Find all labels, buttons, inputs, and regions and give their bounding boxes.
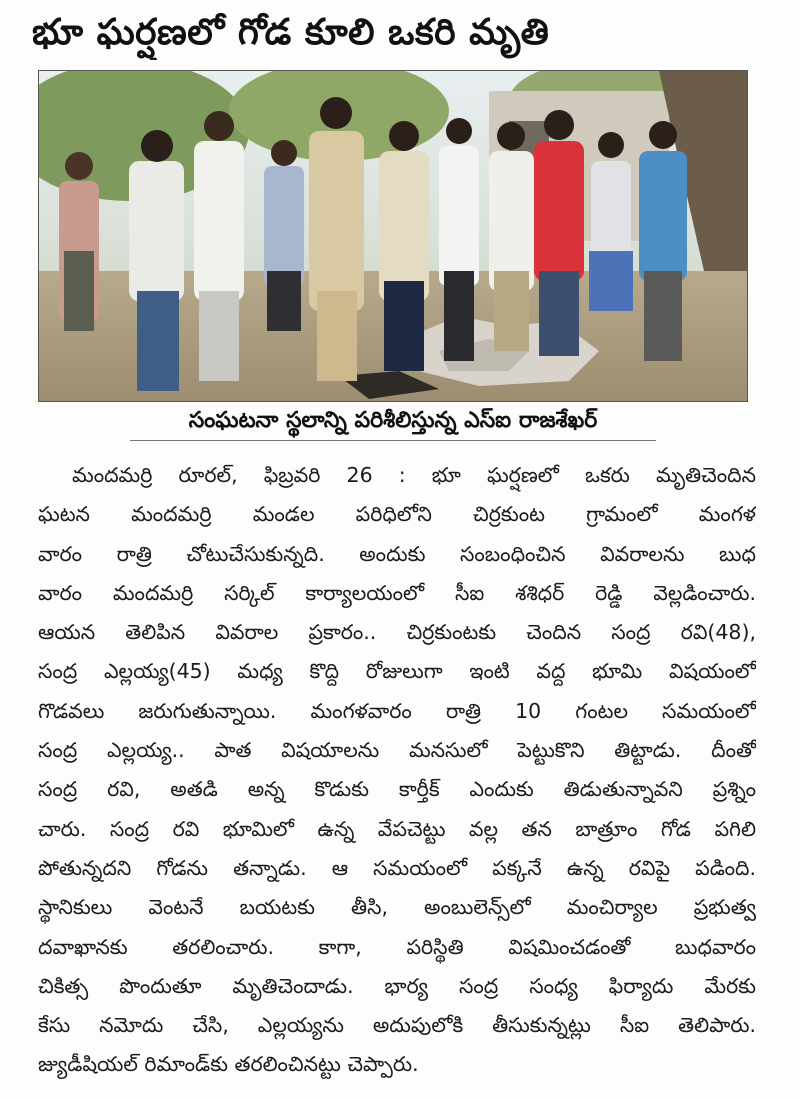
caption-divider bbox=[130, 440, 656, 441]
photo-scene bbox=[39, 71, 747, 401]
article-body bbox=[38, 456, 756, 1085]
article-line: ఘటన మందమర్రి మండల పరిధిలోని చిర్రకుంట గ్రామంలో మంగళ bbox=[38, 502, 756, 527]
article-line: పోతున్నదని గోడను తన్నాడు. ఆ సమయంలో పక్కనే ఉన్న రవిపై పడింది. bbox=[38, 855, 756, 880]
news-photo bbox=[38, 70, 748, 402]
article-line: స్థానికులు వెంటనే బయటకు తీసి, అంబులెన్స్‌లో మంచిర్యాల ప్రభుత్వ bbox=[38, 895, 756, 920]
article-line: జ్యుడీషియల్ రిమాండ్‌కు తరలించినట్టు చెప్పారు. bbox=[38, 1052, 419, 1077]
article-line: ఆయన తెలిపిన వివరాల ప్రకారం.. చిర్రకుంటకు చెందిన సంద్ర రవి(48), bbox=[38, 620, 756, 645]
article-line: చికిత్స పొందుతూ మృతిచెందాడు. భార్య సంద్ర సంధ్య ఫిర్యాదు మేరకు bbox=[38, 973, 756, 998]
article-line: చారు. సంద్ర రవి భూమిలో ఉన్న వేపచెట్టు వల్ల తన బాత్రూం గోడ పగిలి bbox=[38, 816, 756, 841]
article-line: గొడవలు జరుగుతున్నాయి. మంగళవారం రాత్రి 10 గంటల సమయంలో bbox=[38, 698, 756, 723]
article-line: సంద్ర ఎల్లయ్య(45) మధ్య కొద్ది రోజులుగా ఇంటి వద్ద భూమి విషయంలో bbox=[38, 659, 756, 684]
article-line: మందమర్రి రూరల్, ఫిబ్రవరి 26 : భూ ఘర్షణలో ఒకరు మృతిచెందిన bbox=[72, 463, 756, 487]
article-line: కేసు నమోదు చేసి, ఎల్లయ్యను అదుపులోకి తీసుకున్నట్లు సీఐ తెలిపారు. bbox=[38, 1013, 756, 1038]
article-line: సంద్ర రవి, అతడి అన్న కొడుకు కార్తీక్ ఎందుకు తిడుతున్నావని ప్రశ్నిం bbox=[38, 777, 756, 802]
article-line: సంద్ర ఎల్లయ్య.. పాత విషయాలను మనసులో పెట్టుకొని తిట్టాడు. దీంతో bbox=[38, 738, 756, 763]
article-line: వారం రాత్రి చోటుచేసుకున్నది. అందుకు సంబంధించిన వివరాలను బుధ bbox=[38, 541, 756, 566]
photo-caption: సంఘటనా స్థలాన్ని పరిశీలిస్తున్న ఎస్ఐ రాజశేఖర్ bbox=[188, 408, 598, 433]
headline: భూ ఘర్షణలో గోడ కూలి ఒకరి మృతి bbox=[32, 12, 550, 53]
article-line: దవాఖానకు తరలించారు. కాగా, పరిస్థితి విషమించడంతో బుధవారం bbox=[38, 934, 756, 959]
article-line: వారం మందమర్రి సర్కిల్ కార్యాలయంలో సీఐ శశిధర్ రెడ్డి వెల్లడించారు. bbox=[38, 580, 756, 605]
